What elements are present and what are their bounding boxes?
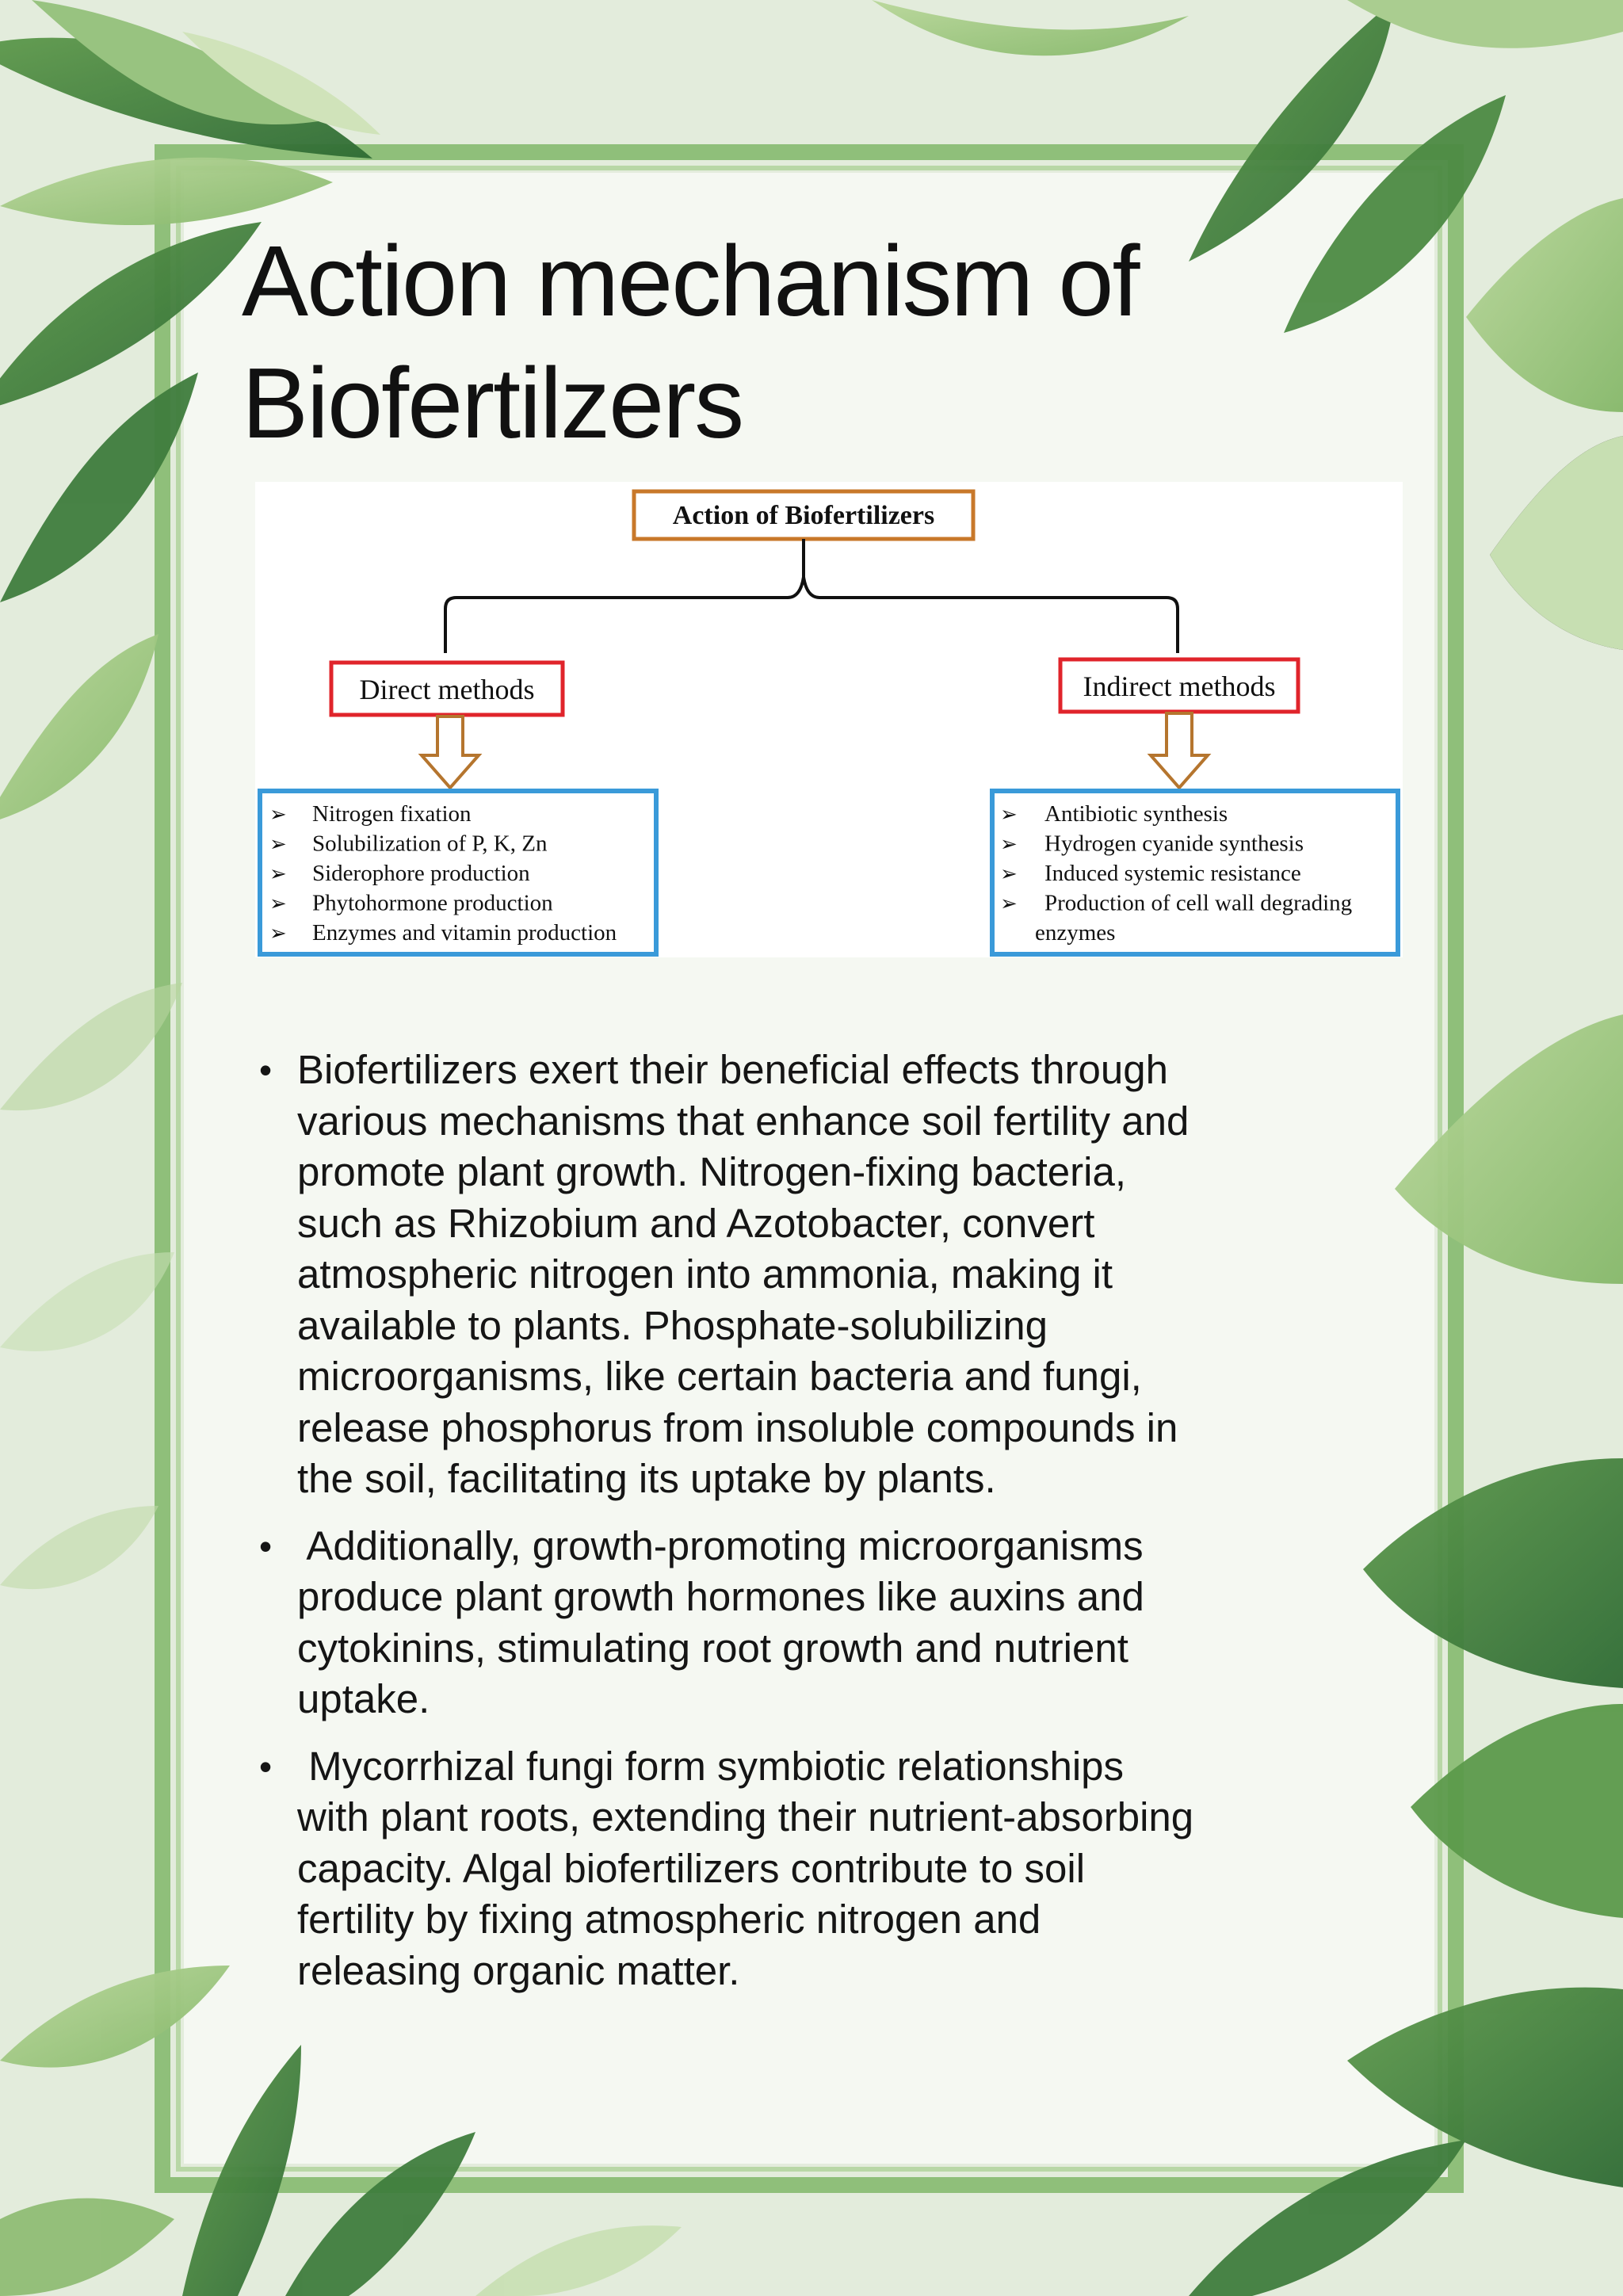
bullet-line: atmospheric nitrogen into ammonia, making it [297, 1251, 1113, 1297]
bullet-paragraph [258, 1045, 1367, 1505]
direct-methods-list-bullet-icon: ➢ [269, 803, 287, 826]
biofertilizer-action-diagram [255, 482, 1403, 957]
direct-methods-list-item: Nitrogen fixation [312, 801, 472, 827]
bullet-line: microorganisms, like certain bacteria and fungi, [297, 1354, 1142, 1399]
indirect-methods-list-item: Antibiotic synthesis [1044, 801, 1228, 827]
bullet-line: the soil, facilitating its uptake by plants. [297, 1456, 996, 1501]
page-title [242, 220, 1430, 464]
indirect-methods-list-bullet-icon: ➢ [1000, 832, 1018, 856]
direct-methods-list-bullet-icon: ➢ [269, 862, 287, 885]
bullet-line: Mycorrhizal fungi form symbiotic relationships [297, 1743, 1125, 1789]
direct-methods-list-bullet-icon: ➢ [269, 892, 287, 915]
direct-methods-list-bullet-icon: ➢ [269, 922, 287, 945]
bullet-line: releasing organic matter. [297, 1947, 740, 1993]
bullet-line: fertility by fixing atmospheric nitrogen and [297, 1897, 1041, 1942]
bullet-dot-icon: • [259, 1049, 273, 1091]
indirect-methods-list-bullet-icon: ➢ [1000, 892, 1018, 915]
bullet-dot-icon: • [259, 1745, 273, 1787]
bullet-paragraph [258, 1521, 1367, 1725]
indirect-methods-list-bullet-icon: ➢ [1000, 862, 1018, 885]
direct-methods-label: Direct methods [359, 674, 535, 705]
indirect-methods-list-item: Hydrogen cyanide synthesis [1044, 831, 1304, 857]
root-label: Action of Biofertilizers [672, 501, 935, 530]
bullet-line: Additionally, growth-promoting microorganisms [297, 1522, 1144, 1568]
indirect-methods-list-item-continuation: enzymes [1035, 920, 1116, 946]
bullet-line: cytokinins, stimulating root growth and nutrient [297, 1625, 1128, 1671]
direct-methods-list-item: Siderophore production [312, 861, 530, 886]
bullet-line: capacity. Algal biofertilizers contribute to soil [297, 1845, 1086, 1891]
bullet-line: release phosphorus from insoluble compounds in [297, 1404, 1178, 1450]
bullet-line: various mechanisms that enhance soil fertility and [297, 1098, 1190, 1144]
direct-methods-list-item: Phytohormone production [312, 890, 553, 916]
indirect-methods-label: Indirect methods [1083, 670, 1276, 702]
direct-methods-list-bullet-icon: ➢ [269, 832, 287, 856]
bullet-line: such as Rhizobium and Azotobacter, convert [297, 1200, 1095, 1246]
direct-methods-list-item: Enzymes and vitamin production [312, 920, 617, 946]
bullet-line: produce plant growth hormones like auxins and [297, 1574, 1144, 1619]
bullet-paragraph [258, 1741, 1367, 1997]
explanation-bullets [258, 1045, 1367, 2012]
indirect-methods-list-item: Induced systemic resistance [1044, 861, 1301, 886]
bullet-line: promote plant growth. Nitrogen-fixing bacteria, [297, 1149, 1127, 1194]
bullet-line: Biofertilizers exert their beneficial effects through [297, 1047, 1168, 1092]
bullet-line: with plant roots, extending their nutrient-absorbing [297, 1794, 1194, 1839]
direct-methods-list-item: Solubilization of P, K, Zn [312, 831, 548, 857]
page-title-line-1: Action mechanism of [242, 225, 1139, 337]
indirect-methods-list-bullet-icon: ➢ [1000, 803, 1018, 826]
bullet-line: uptake. [297, 1676, 430, 1721]
indirect-methods-list-item: Production of cell wall degrading [1044, 890, 1353, 916]
bullet-line: available to plants. Phosphate-solubilizing [297, 1302, 1048, 1348]
page-title-line-2: Biofertilzers [242, 347, 743, 459]
bullet-dot-icon: • [259, 1525, 273, 1567]
